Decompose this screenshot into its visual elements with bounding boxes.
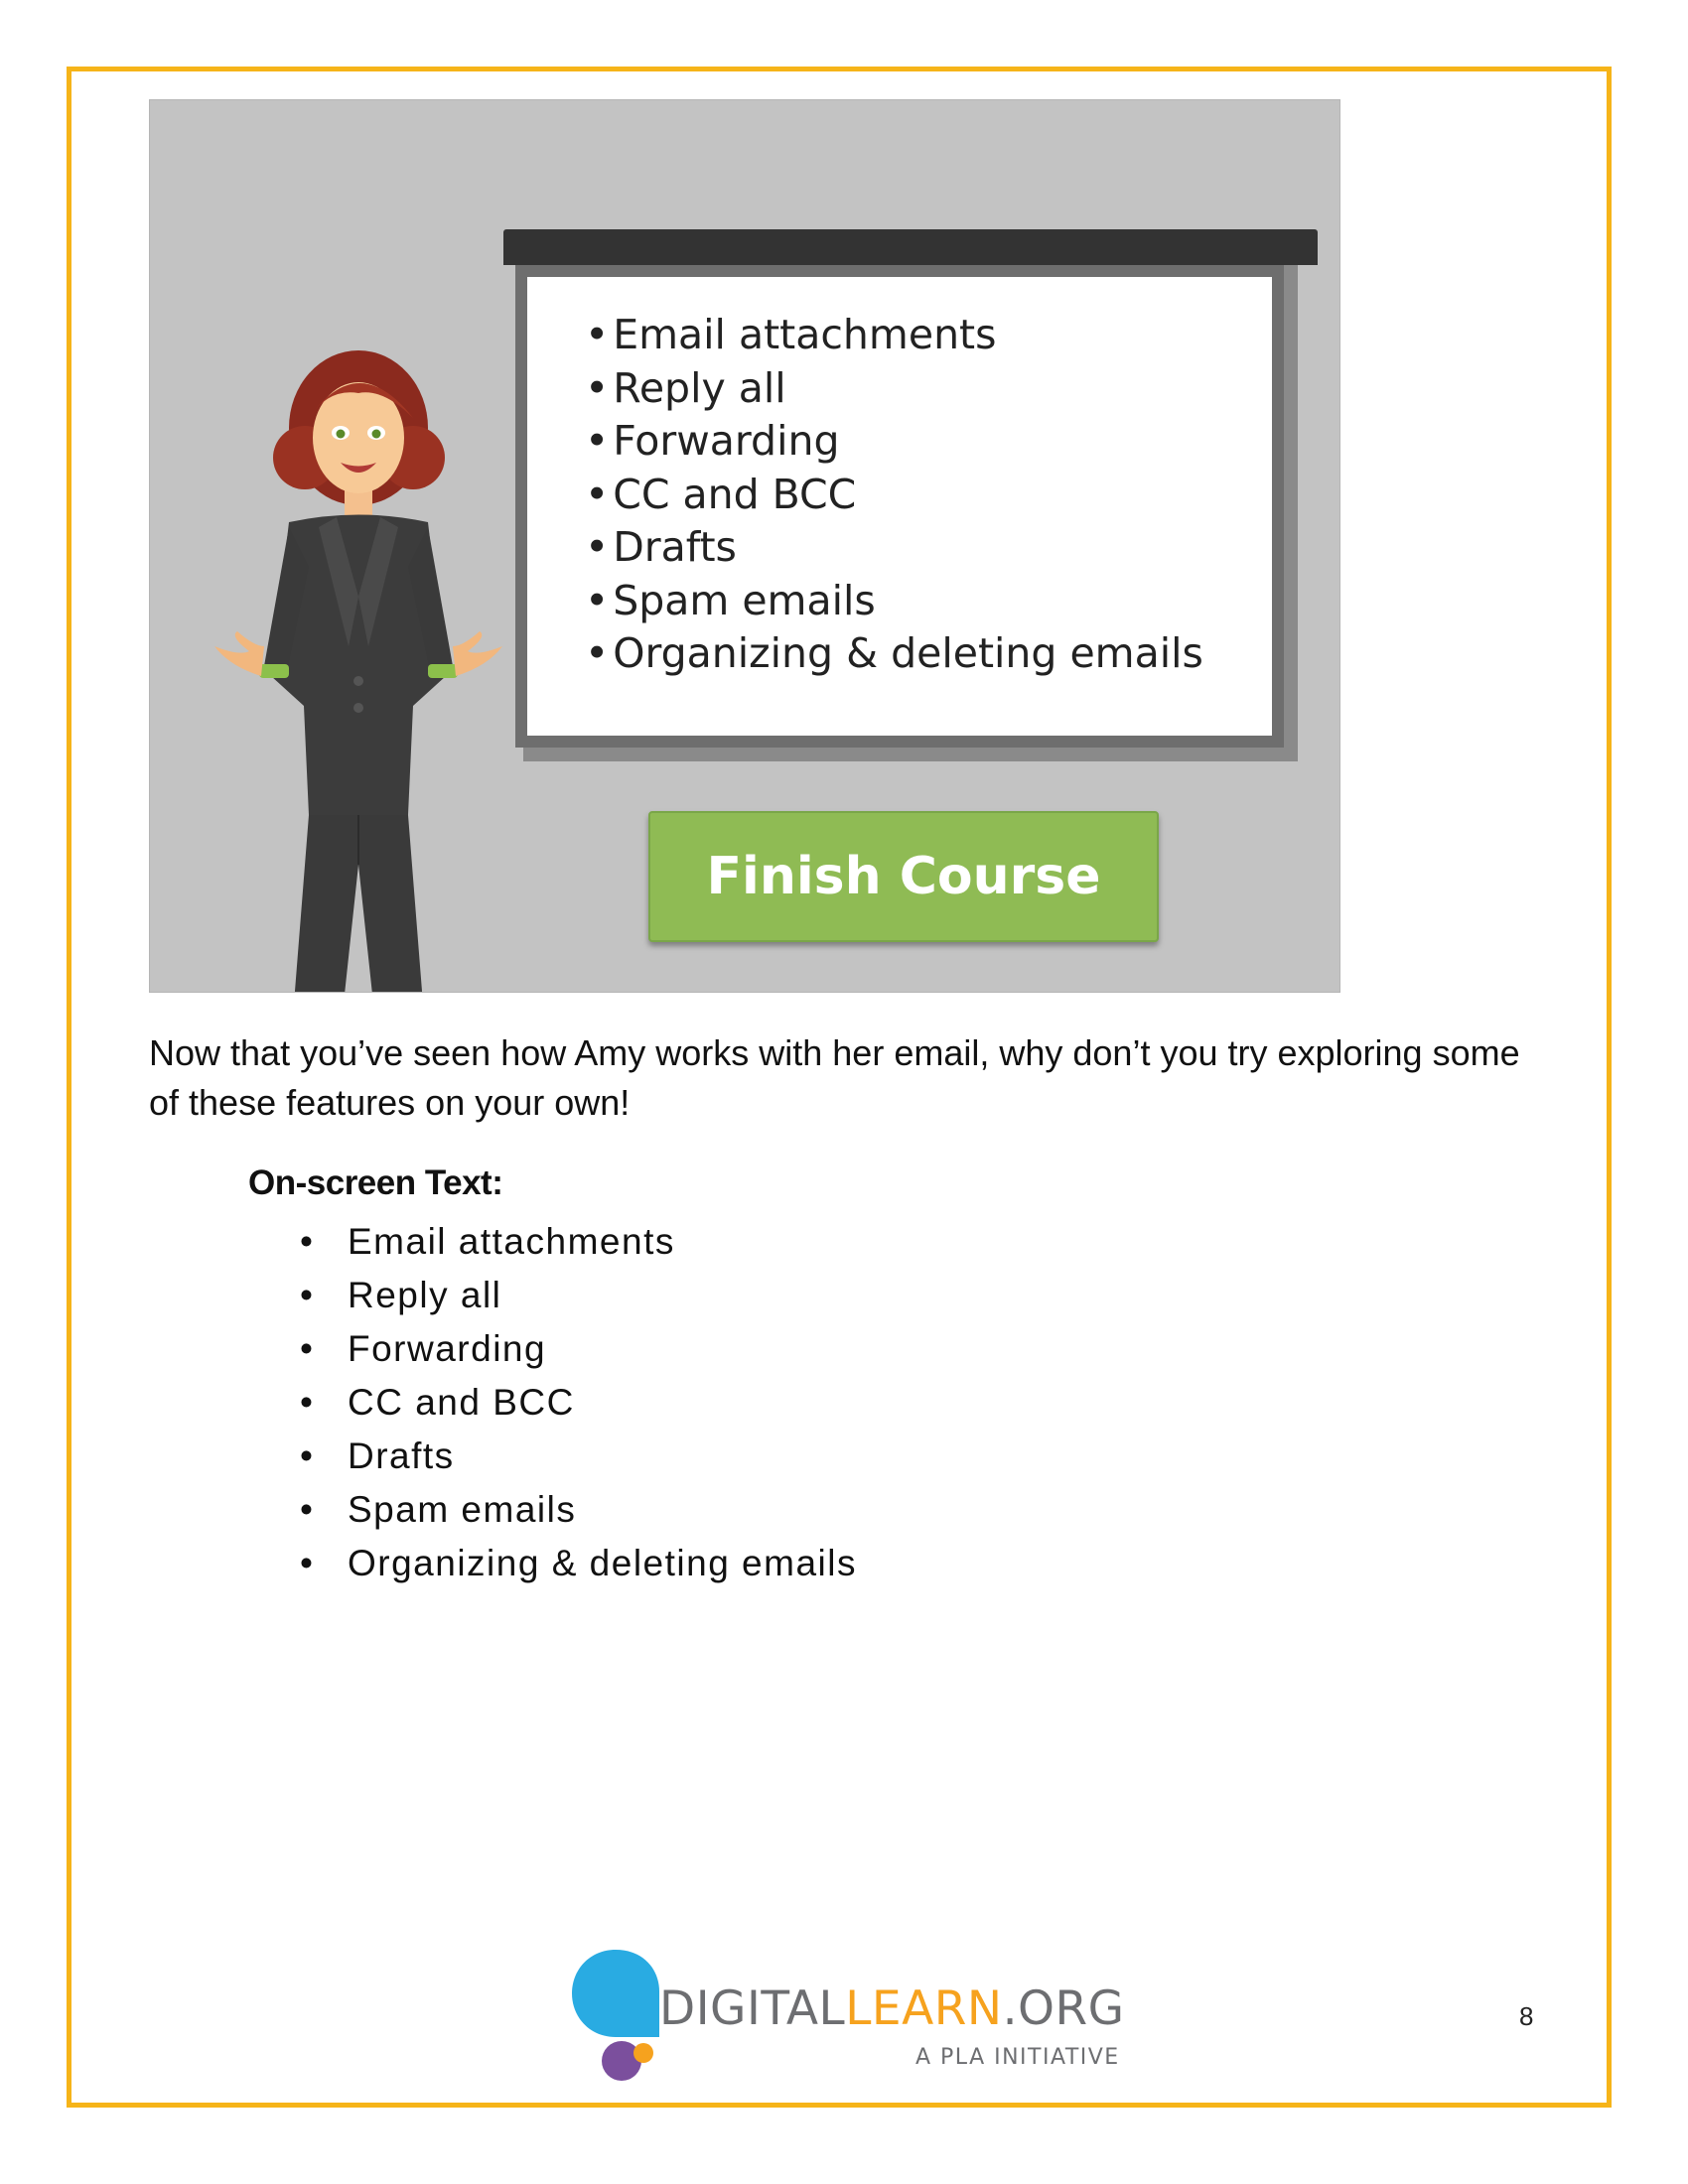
onscreen-text-list — [248, 1215, 857, 1590]
logo-learn-text: LEARN — [845, 1981, 1003, 2036]
presenter-illustration — [210, 348, 507, 993]
logo-tagline: A PLA INITIATIVE — [915, 2045, 1120, 2070]
finish-course-button[interactable]: Finish Course — [648, 811, 1159, 942]
projector-screen — [515, 265, 1284, 748]
logo-digital-text: DIGITAL — [659, 1981, 846, 2036]
screen-topic-item: • Organizing & deleting emails — [585, 627, 1272, 681]
screen-topic-list — [585, 309, 1272, 681]
projector-screen-bar — [503, 229, 1318, 265]
screen-topic-item: • Drafts — [585, 521, 1272, 575]
logo-org-text: .ORG — [1002, 1981, 1125, 2036]
list-item: • Reply all — [248, 1269, 857, 1322]
screen-topic-item: • CC and BCC — [585, 469, 1272, 522]
screen-topic-item: • Spam emails — [585, 575, 1272, 628]
list-item: • Organizing & deleting emails — [248, 1537, 857, 1590]
list-item: • Drafts — [248, 1430, 857, 1483]
page-number: 8 — [1519, 2001, 1534, 2031]
screen-topic-item: • Email attachments — [585, 309, 1272, 362]
screen-topic-item: • Forwarding — [585, 415, 1272, 469]
list-item: • Email attachments — [248, 1215, 857, 1269]
list-item: • Spam emails — [248, 1483, 857, 1537]
caption-paragraph: Now that you’ve seen how Amy works with her email, why don’t you try exploring some of these features on your own! — [149, 1032, 1520, 1123]
logo-mark-icon — [564, 1946, 673, 2085]
screen-topic-item: • Reply all — [585, 362, 1272, 416]
digitallearn-logo — [564, 1946, 1125, 2085]
course-screenshot — [149, 99, 1340, 993]
onscreen-text-heading: On-screen Text: — [248, 1163, 503, 1202]
list-item: • CC and BCC — [248, 1376, 857, 1430]
list-item: • Forwarding — [248, 1322, 857, 1376]
